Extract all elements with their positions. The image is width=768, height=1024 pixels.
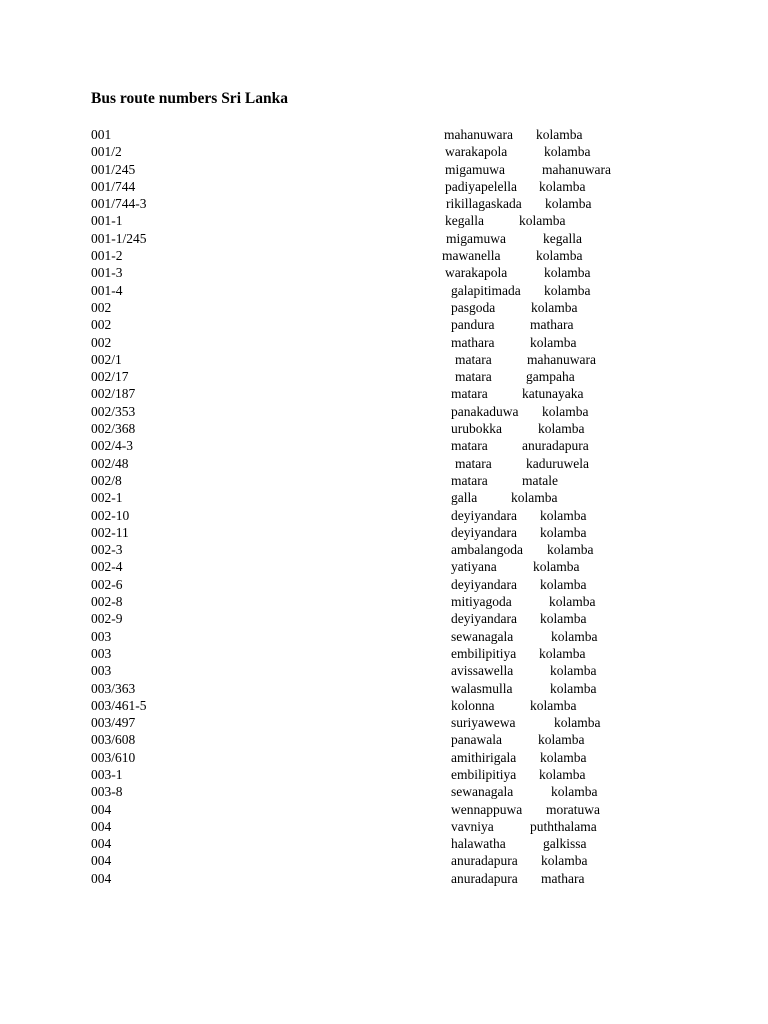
route-origin: matara <box>451 472 488 488</box>
route-row <box>0 351 768 368</box>
route-number: 002/48 <box>91 455 129 471</box>
route-number: 002-1 <box>91 490 123 506</box>
route-number: 002/1 <box>91 351 122 367</box>
route-number: 002/353 <box>91 403 136 419</box>
route-number: 001-1/245 <box>91 230 147 246</box>
route-origin: sewanagala <box>451 784 514 800</box>
route-row <box>0 126 768 143</box>
route-destination: kolamba <box>554 715 601 731</box>
route-row <box>0 541 768 558</box>
route-number: 004 <box>91 818 112 834</box>
route-number: 002/17 <box>91 369 129 385</box>
route-number: 003 <box>91 645 112 661</box>
route-row <box>0 749 768 766</box>
route-number: 001-1 <box>91 213 123 229</box>
route-destination: anuradapura <box>522 438 589 454</box>
route-origin: amithirigala <box>451 749 517 765</box>
route-destination: kolamba <box>540 611 587 627</box>
route-origin: urubokka <box>451 421 502 437</box>
route-origin: matara <box>451 386 488 402</box>
route-destination: kolamba <box>540 507 587 523</box>
route-row <box>0 524 768 541</box>
route-row <box>0 316 768 333</box>
route-number: 002-4 <box>91 559 123 575</box>
route-origin: warakapola <box>445 265 508 281</box>
route-number: 003-8 <box>91 784 123 800</box>
route-number: 002/368 <box>91 421 136 437</box>
route-origin: wennappuwa <box>451 801 523 817</box>
route-number: 004 <box>91 870 112 886</box>
route-origin: pasgoda <box>451 299 496 315</box>
route-number: 001-4 <box>91 282 123 298</box>
route-number: 004 <box>91 836 112 852</box>
route-destination: kolamba <box>539 766 586 782</box>
route-row <box>0 576 768 593</box>
route-origin: padiyapelella <box>445 178 517 194</box>
route-number: 003-1 <box>91 766 123 782</box>
route-origin: vavniya <box>451 818 494 834</box>
route-destination: kolamba <box>547 542 594 558</box>
route-row <box>0 731 768 748</box>
route-row <box>0 628 768 645</box>
route-number: 002/8 <box>91 472 122 488</box>
route-destination: kolamba <box>540 524 587 540</box>
route-destination: kolamba <box>549 594 596 610</box>
route-origin: migamuwa <box>445 161 505 177</box>
route-destination: kaduruwela <box>526 455 589 471</box>
route-row <box>0 264 768 281</box>
route-row <box>0 195 768 212</box>
route-row <box>0 852 768 869</box>
route-row <box>0 455 768 472</box>
route-number: 004 <box>91 853 112 869</box>
route-number: 002-6 <box>91 576 123 592</box>
route-destination: kolamba <box>544 144 591 160</box>
route-row <box>0 334 768 351</box>
route-destination: kolamba <box>530 697 577 713</box>
route-row <box>0 489 768 506</box>
route-destination: kolamba <box>511 490 558 506</box>
route-destination: galkissa <box>543 836 587 852</box>
route-origin: sewanagala <box>451 628 514 644</box>
route-number: 002 <box>91 334 112 350</box>
route-destination: mahanuwara <box>542 161 611 177</box>
route-origin: yatiyana <box>451 559 497 575</box>
route-origin: matara <box>455 369 492 385</box>
route-number: 003/363 <box>91 680 136 696</box>
route-origin: mahanuwara <box>444 127 513 142</box>
route-row <box>0 645 768 662</box>
route-number: 002 <box>91 317 112 333</box>
route-destination: kolamba <box>550 663 597 679</box>
route-number: 002/187 <box>91 386 136 402</box>
route-origin: walasmulla <box>451 680 513 696</box>
route-origin: panawala <box>451 732 502 748</box>
route-origin: ambalangoda <box>451 542 523 558</box>
route-row <box>0 212 768 229</box>
route-row <box>0 783 768 800</box>
route-destination: puththalama <box>530 818 597 834</box>
route-origin: deyiyandara <box>451 524 517 540</box>
route-number: 002-3 <box>91 542 123 558</box>
route-row <box>0 472 768 489</box>
route-destination: kolamba <box>544 265 591 281</box>
route-destination: kolamba <box>538 732 585 748</box>
route-origin: mitiyagoda <box>451 594 512 610</box>
route-number: 003 <box>91 628 112 644</box>
route-number: 001/744 <box>91 178 136 194</box>
route-row <box>0 230 768 247</box>
route-destination: kolamba <box>530 334 577 350</box>
route-destination: kolamba <box>551 784 598 800</box>
route-row <box>0 558 768 575</box>
route-number: 002-10 <box>91 507 130 523</box>
document-title: Bus route numbers Sri Lanka <box>91 90 288 107</box>
route-destination: kolamba <box>536 248 583 264</box>
route-origin: rikillagaskada <box>446 196 522 212</box>
route-origin: kolonna <box>451 697 495 713</box>
route-number: 002-9 <box>91 611 123 627</box>
route-number: 002-8 <box>91 594 123 610</box>
route-origin: galla <box>451 490 478 506</box>
route-destination: kolamba <box>545 196 592 212</box>
route-origin: avissawella <box>451 663 514 679</box>
route-origin: pandura <box>451 317 495 333</box>
route-destination: matale <box>522 472 558 488</box>
route-destination: kegalla <box>543 230 582 246</box>
route-origin: anuradapura <box>451 870 518 886</box>
route-row <box>0 680 768 697</box>
route-destination: kolamba <box>531 299 578 315</box>
route-destination: kolamba <box>551 628 598 644</box>
route-destination: gampaha <box>526 369 575 385</box>
route-row <box>0 368 768 385</box>
route-number: 003/608 <box>91 732 136 748</box>
route-origin: matara <box>455 351 492 367</box>
route-destination: kolamba <box>519 213 566 229</box>
route-number: 003/497 <box>91 715 136 731</box>
route-origin: migamuwa <box>446 230 506 246</box>
route-destination: kolamba <box>533 559 580 575</box>
route-origin: deyiyandara <box>451 576 517 592</box>
route-row <box>0 766 768 783</box>
route-origin: deyiyandara <box>451 611 517 627</box>
route-origin: embilipitiya <box>451 766 517 782</box>
route-origin: embilipitiya <box>451 645 517 661</box>
route-row <box>0 593 768 610</box>
route-number: 003 <box>91 663 112 679</box>
route-row <box>0 247 768 264</box>
route-row <box>0 818 768 835</box>
route-row <box>0 403 768 420</box>
route-row <box>0 714 768 731</box>
route-destination: kolamba <box>550 680 597 696</box>
route-number: 002/4-3 <box>91 438 133 454</box>
route-destination: kolamba <box>544 282 591 298</box>
route-origin: galapitimada <box>451 282 521 298</box>
route-destination: kolamba <box>541 853 588 869</box>
route-row <box>0 161 768 178</box>
route-row <box>0 437 768 454</box>
route-origin: kegalla <box>445 213 484 229</box>
route-destination: mathara <box>530 317 574 333</box>
route-list <box>0 126 768 887</box>
route-row <box>0 507 768 524</box>
route-destination: kolamba <box>540 576 587 592</box>
route-row <box>0 178 768 195</box>
route-number: 003/461-5 <box>91 697 147 713</box>
route-destination: kolamba <box>536 127 583 142</box>
route-number: 001/2 <box>91 144 122 160</box>
route-destination: kolamba <box>540 749 587 765</box>
route-number: 002-11 <box>91 524 129 540</box>
route-row <box>0 662 768 679</box>
route-destination: kolamba <box>539 645 586 661</box>
route-number: 001-2 <box>91 248 123 264</box>
route-number: 001/744-3 <box>91 196 147 212</box>
route-number: 001/245 <box>91 161 136 177</box>
route-destination: kolamba <box>542 403 589 419</box>
route-destination: mathara <box>541 870 585 886</box>
route-origin: matara <box>451 438 488 454</box>
route-row <box>0 870 768 887</box>
route-origin: mawanella <box>442 248 501 264</box>
route-destination: katunayaka <box>522 386 584 402</box>
route-row <box>0 420 768 437</box>
route-number: 001-3 <box>91 265 123 281</box>
route-number: 003/610 <box>91 749 136 765</box>
route-origin: suriyawewa <box>451 715 516 731</box>
route-origin: deyiyandara <box>451 507 517 523</box>
route-destination: kolamba <box>539 178 586 194</box>
route-origin: matara <box>455 455 492 471</box>
route-row <box>0 610 768 627</box>
route-destination: kolamba <box>538 421 585 437</box>
route-row <box>0 143 768 160</box>
route-row <box>0 835 768 852</box>
route-origin: warakapola <box>445 144 508 160</box>
route-row <box>0 385 768 402</box>
route-row <box>0 697 768 714</box>
route-row <box>0 282 768 299</box>
route-number: 002 <box>91 299 112 315</box>
route-number: 004 <box>91 801 112 817</box>
route-number: 001 <box>91 127 112 142</box>
route-origin: anuradapura <box>451 853 518 869</box>
route-origin: halawatha <box>451 836 506 852</box>
route-origin: mathara <box>451 334 495 350</box>
route-row <box>0 801 768 818</box>
route-origin: panakaduwa <box>451 403 519 419</box>
route-destination: mahanuwara <box>527 351 596 367</box>
route-destination: moratuwa <box>546 801 600 817</box>
route-row <box>0 299 768 316</box>
